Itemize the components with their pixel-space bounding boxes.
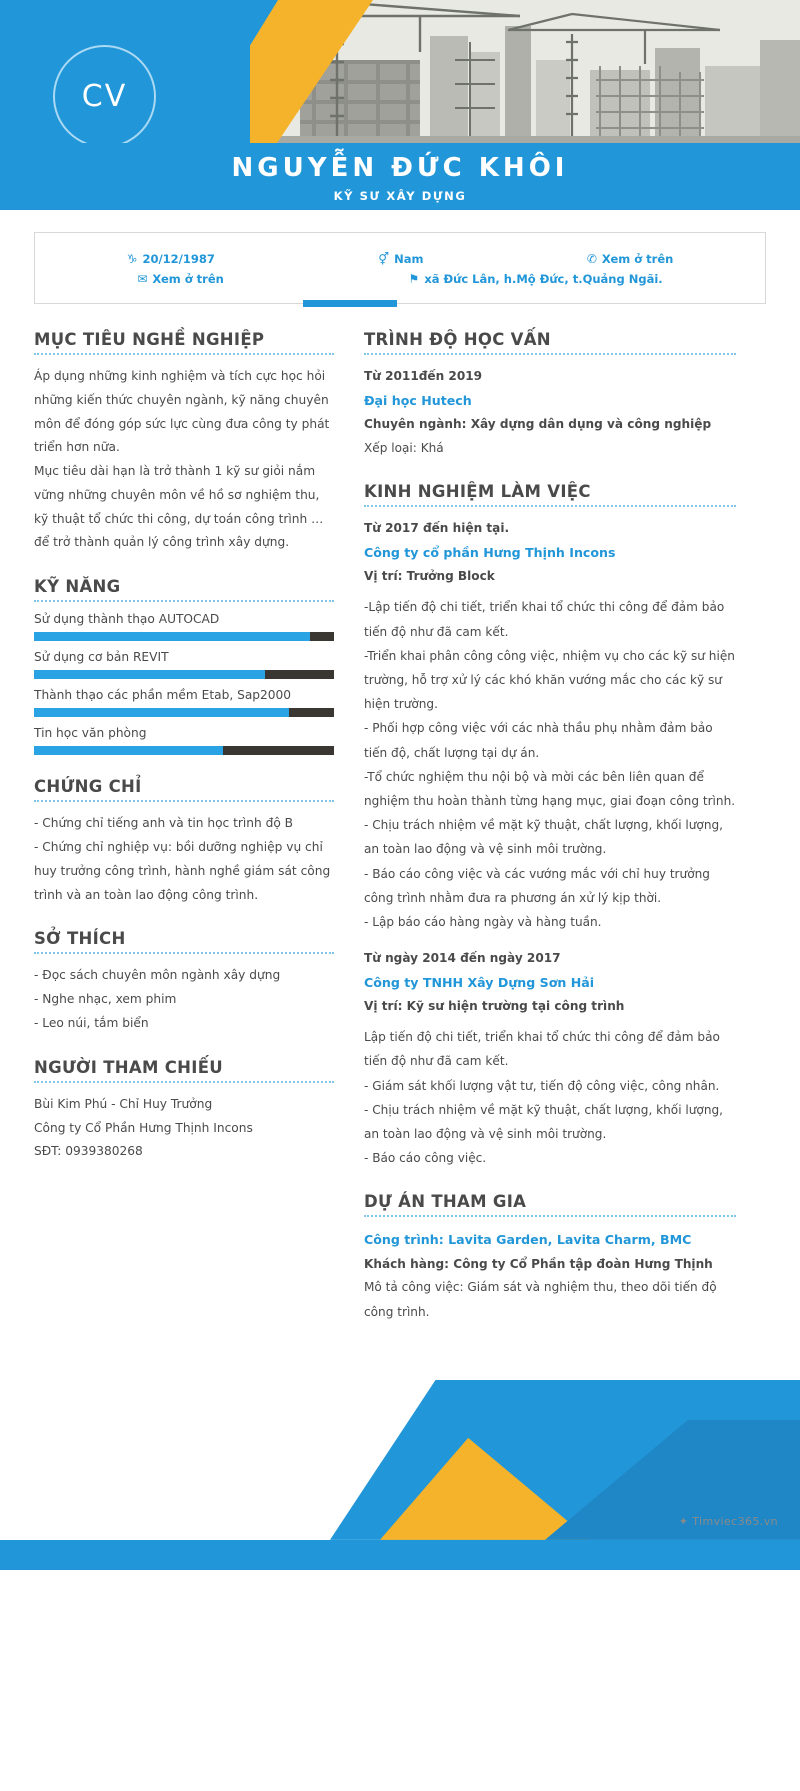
contact-gender <box>378 252 423 266</box>
section-references <box>34 1058 334 1164</box>
header-name-band <box>0 143 800 210</box>
skill-label: Tin học văn phòng <box>34 726 147 741</box>
cv-badge <box>53 45 156 148</box>
skill-label: Sử dụng thành thạo AUTOCAD <box>34 612 220 627</box>
cv-header <box>0 0 800 210</box>
objective-paragraph: Mục tiêu dài hạn là trở thành 1 kỹ sư giỏi nắm vững những chuyên môn về hồ sơ nghiệm thu, kỹ thuật tổ chức thi công, dự toán công trình … để trở thành quản lý công trình xây dựng. <box>34 464 324 550</box>
job-company: Công ty cổ phần Hưng Thịnh Incons <box>364 545 616 561</box>
skill-item <box>34 650 334 679</box>
contact-phone-value: Xem ở trên <box>601 252 674 266</box>
footer-credit-label: Timviec365.vn <box>692 1514 778 1528</box>
job-duty: - Lập báo cáo hàng ngày và hàng tuần. <box>364 914 602 929</box>
contact-email[interactable] <box>137 272 223 286</box>
job-company: Công ty TNHH Xây Dựng Sơn Hải <box>364 975 595 991</box>
education-major: Chuyên ngành: Xây dựng dân dụng và công nghiệp <box>364 417 712 432</box>
cv-footer <box>0 1380 800 1570</box>
skill-bar <box>34 708 334 717</box>
skill-bar <box>34 670 334 679</box>
candidate-name: NGUYỄN ĐỨC KHÔI <box>231 153 569 183</box>
list-item: Công ty Cổ Phần Hưng Thịnh Incons <box>34 1120 253 1135</box>
footer-bottom-bar <box>0 1540 800 1570</box>
phone-icon: ✆ <box>586 252 597 266</box>
job-duty: - Báo cáo công việc. <box>364 1151 487 1166</box>
interests-divider <box>34 952 334 954</box>
skills-title: KỸ NĂNG <box>34 577 121 597</box>
job-duty: -Lập tiến độ chi tiết, triển khai tổ chức thi công để đảm bảo tiến độ như đã cam kết. <box>364 600 725 639</box>
list-item: - Chứng chỉ nghiệp vụ: bồi dưỡng nghiệp vụ chỉ huy trưởng công trình, hành nghề giám sát công trình và an toàn lao động công trình. <box>34 840 331 902</box>
job-duty: - Giám sát khối lượng vật tư, tiến độ công việc, công nhân. <box>364 1078 720 1093</box>
birthday-cake-icon: ♑ <box>126 252 138 266</box>
projects-title: DỰ ÁN THAM GIA <box>364 1192 527 1212</box>
list-item: - Leo núi, tắm biển <box>34 1015 149 1030</box>
job-duty: - Chịu trách nhiệm về mặt kỹ thuật, chất lượng, khối lượng, an toàn lao động và vệ sinh môi trường. <box>364 818 724 857</box>
experience-job <box>364 517 736 934</box>
skill-item <box>34 612 334 641</box>
contact-box <box>34 232 766 304</box>
skill-label: Sử dụng cơ bản REVIT <box>34 650 169 665</box>
section-certificates <box>34 777 334 907</box>
skill-label: Thành thạo các phần mềm Etab, Sap2000 <box>34 688 292 703</box>
job-duty: - Báo cáo công việc và các vướng mắc với chỉ huy trưởng công trình nhằm đưa ra phương án xử lý kịp thời. <box>364 866 710 905</box>
job-duty: - Phối hợp công việc với các nhà thầu phụ nhằm đảm bảo tiến độ, chất lượng tại dự án. <box>364 721 713 760</box>
job-duty: Lập tiến độ chi tiết, triển khai tổ chức thi công để đảm bảo tiến độ như đã cam kết. <box>364 1030 720 1069</box>
section-interests <box>34 929 334 1035</box>
contact-phone[interactable] <box>587 252 673 266</box>
cv-body <box>0 304 800 1346</box>
list-item: - Nghe nhạc, xem phim <box>34 992 177 1007</box>
references-list <box>34 1093 334 1164</box>
project-name: Công trình: Lavita Garden, Lavita Charm, BMC <box>364 1232 692 1248</box>
education-period: Từ 2011đến 2019 <box>364 369 483 383</box>
sparkle-icon: ✦ <box>678 1514 689 1528</box>
job-position: Vị trí: Kỹ sư hiện trường tại công trình <box>364 999 625 1014</box>
education-grade: Xếp loại: Khá <box>364 441 444 456</box>
job-duty: -Triển khai phân công công việc, nhiệm vụ cho các kỹ sư hiện trường, hỗ trợ xử lý các khó khăn vướng mắc cho các kỹ sư hiện trường. <box>364 648 735 712</box>
cv-badge-label: CV <box>81 79 128 114</box>
email-icon: ✉ <box>137 272 148 286</box>
job-position: Vị trí: Trưởng Block <box>364 569 495 584</box>
references-title: NGƯỜI THAM CHIẾU <box>34 1057 223 1077</box>
skill-item <box>34 688 334 717</box>
candidate-role: KỸ SƯ XÂY DỰNG <box>333 189 467 203</box>
section-education <box>364 330 736 460</box>
contact-accent-bar <box>303 300 397 307</box>
education-title: TRÌNH ĐỘ HỌC VẤN <box>364 330 551 349</box>
education-school: Đại học Hutech <box>364 392 472 408</box>
certificates-title: CHỨNG CHỈ <box>34 777 142 797</box>
project-description: Mô tả công việc: Giám sát và nghiệm thu, theo dõi tiến độ công trình. <box>364 1280 717 1319</box>
job-period: Từ 2017 đến hiện tại. <box>364 521 510 536</box>
contact-gender-value: Nam <box>394 252 424 266</box>
objective-title: MỤC TIÊU NGHỀ NGHIỆP <box>34 330 265 349</box>
list-item: - Đọc sách chuyên môn ngành xây dựng <box>34 968 281 983</box>
contact-address-value: xã Đức Lân, h.Mộ Đức, t.Quảng Ngãi. <box>424 272 663 286</box>
certificates-list <box>34 812 334 907</box>
education-divider <box>364 353 736 355</box>
contact-birthday <box>127 252 215 266</box>
contact-row-1 <box>45 249 755 269</box>
interests-list <box>34 964 334 1035</box>
list-item: Bùi Kim Phú - Chỉ Huy Trưởng <box>34 1096 213 1111</box>
contact-row-2 <box>45 269 755 289</box>
skill-bar <box>34 746 334 755</box>
experience-title: KINH NGHIỆM LÀM VIỆC <box>364 482 591 502</box>
contact-email-value: Xem ở trên <box>152 272 224 286</box>
gender-icon: ⚥ <box>378 252 390 266</box>
job-duty: -Tổ chức nghiệm thu nội bộ và mời các bên liên quan để nghiệm thu hoàn thành từng hạng mục, giai đoạn công trình. <box>364 769 736 808</box>
skill-bar <box>34 632 334 641</box>
interests-title: SỞ THÍCH <box>34 929 126 949</box>
list-item: - Chứng chỉ tiếng anh và tin học trình độ B <box>34 816 294 831</box>
references-divider <box>34 1081 334 1083</box>
projects-divider <box>364 1215 736 1217</box>
experience-job <box>364 947 736 1170</box>
skill-item <box>34 726 334 755</box>
contact-birthday-value: 20/12/1987 <box>142 252 215 266</box>
objective-paragraph: Áp dụng những kinh nghiệm và tích cực học hỏi những kiến thức chuyên ngành, kỹ năng chuyên môn để đóng góp sức lực cùng đưa công ty phát triển hơn nữa. <box>34 369 330 455</box>
cv-right-column <box>364 330 736 1346</box>
project-client: Khách hàng: Công ty Cổ Phần tập đoàn Hưng Thịnh <box>364 1256 713 1271</box>
job-duty: - Chịu trách nhiệm về mặt kỹ thuật, chất lượng, khối lượng, an toàn lao động và vệ sinh môi trường. <box>364 1102 724 1141</box>
cv-left-column <box>34 330 334 1346</box>
objective-divider <box>34 353 334 355</box>
certificates-divider <box>34 800 334 802</box>
experience-divider <box>364 505 736 507</box>
section-projects <box>364 1192 736 1324</box>
section-experience <box>364 482 736 1170</box>
section-skills <box>34 577 334 755</box>
footer-credit <box>679 1515 778 1528</box>
contact-address <box>409 272 663 286</box>
list-item: SĐT: 0939380268 <box>34 1144 143 1159</box>
location-icon: ⚑ <box>408 272 420 286</box>
job-period: Từ ngày 2014 đến ngày 2017 <box>364 951 561 966</box>
skills-divider <box>34 600 334 602</box>
section-objective <box>34 330 334 555</box>
